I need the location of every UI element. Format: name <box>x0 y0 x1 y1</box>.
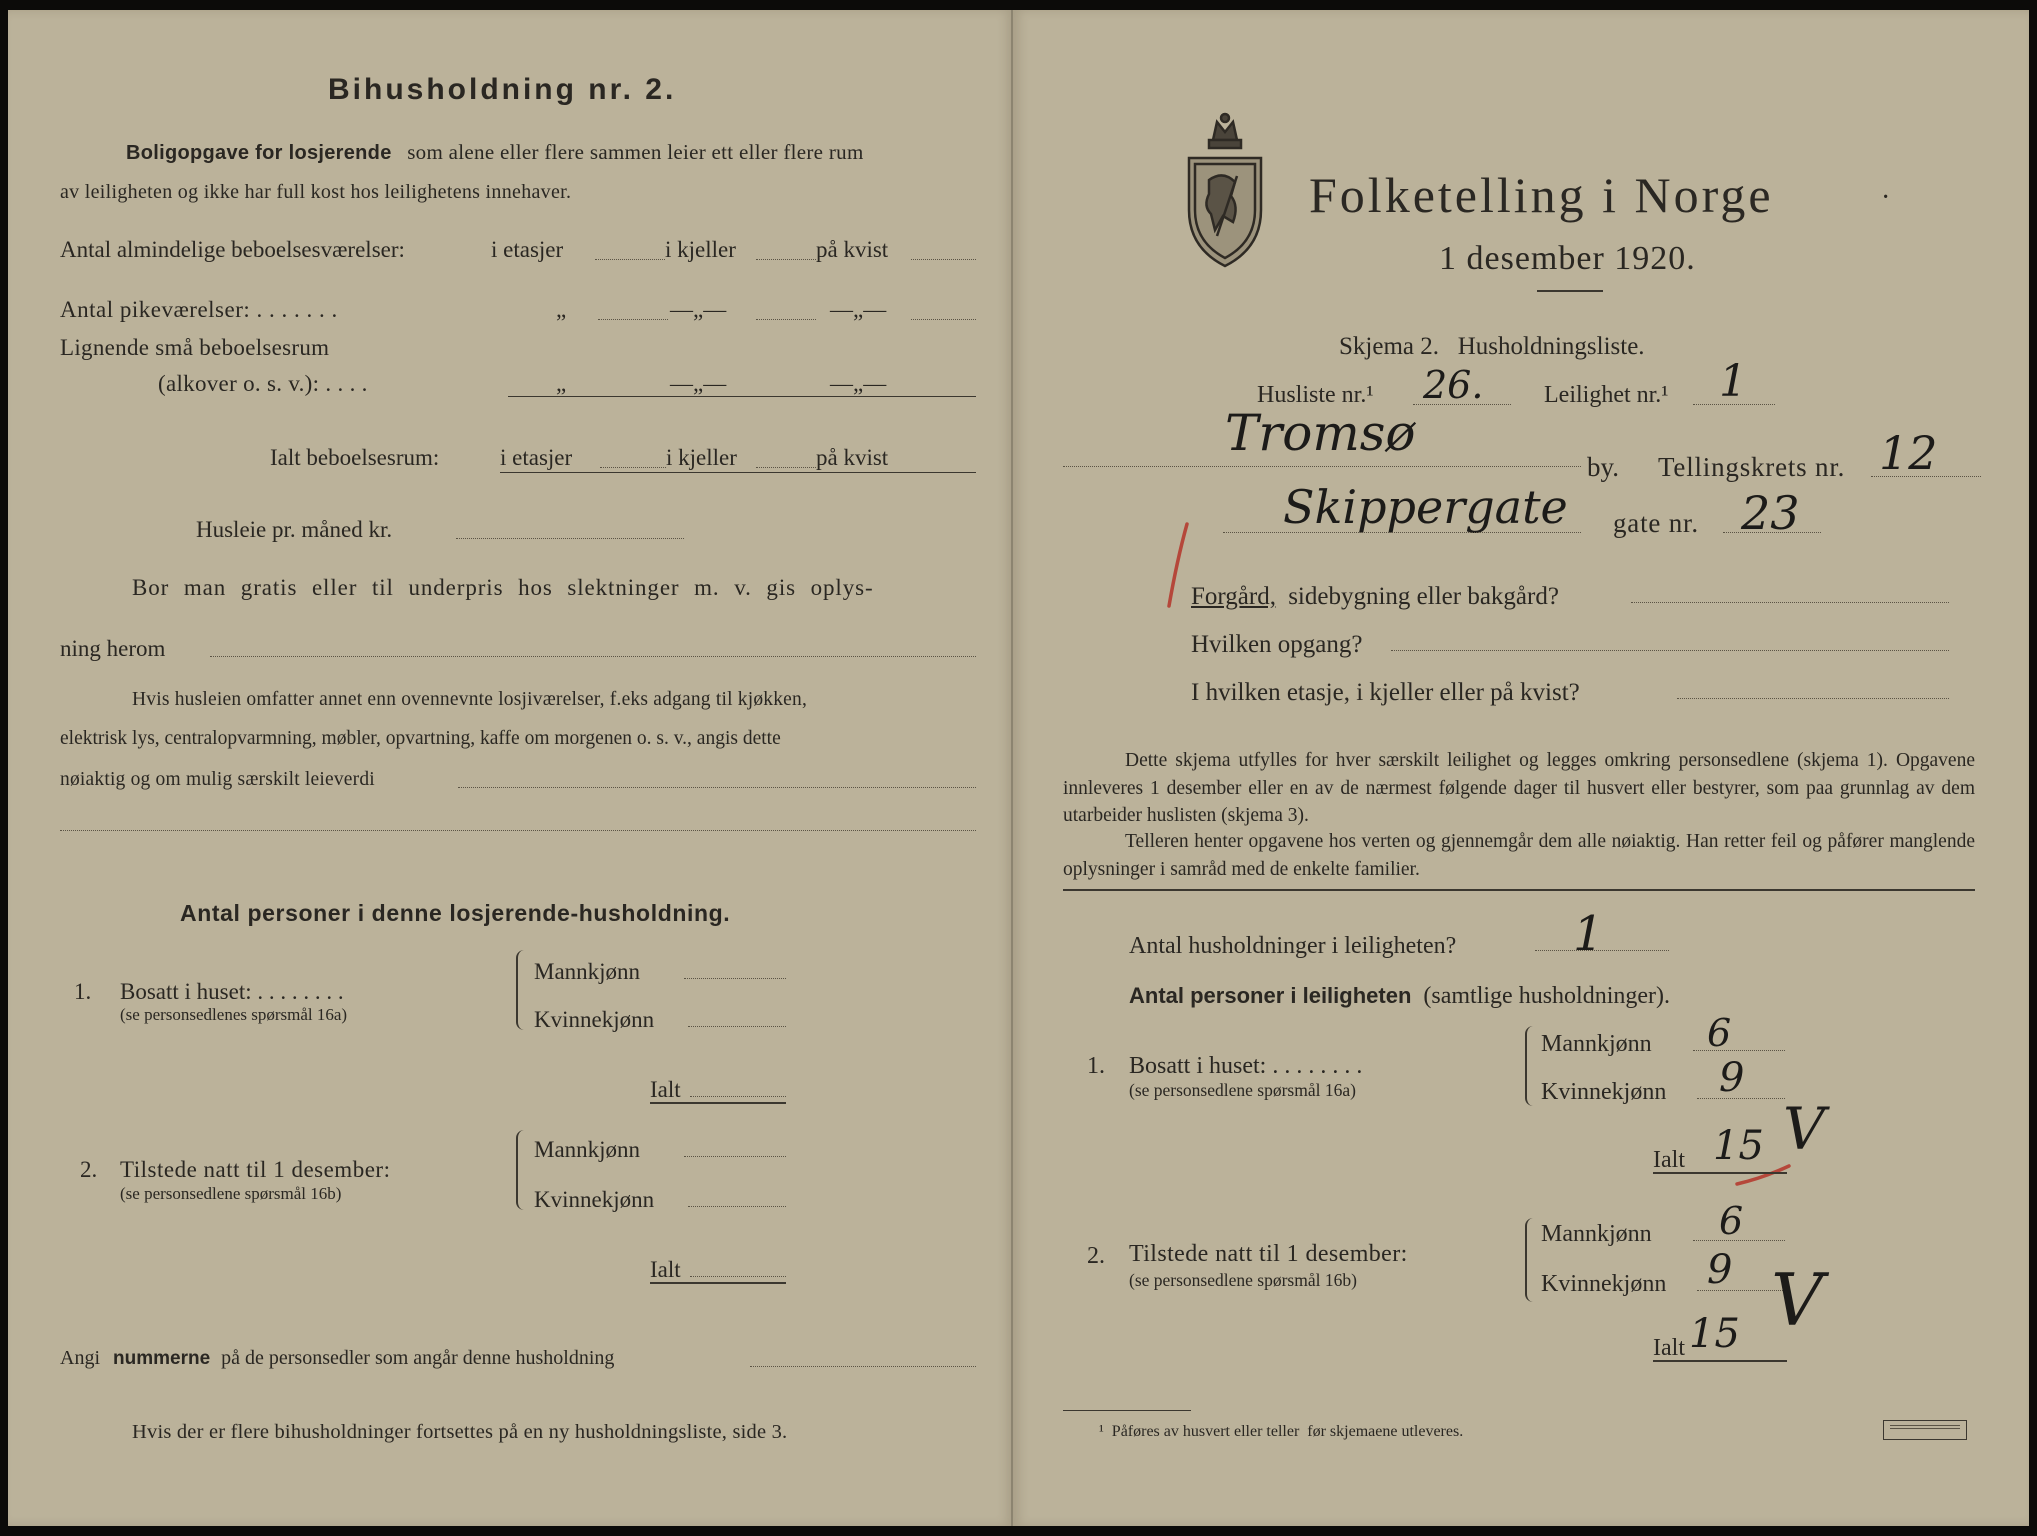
hvis-line-3: nøiaktig og om mulig særskilt leieverdi <box>60 769 375 790</box>
ialt-underline <box>500 472 976 473</box>
angi-post: på de personsedler som angår denne husholdning <box>221 1347 615 1369</box>
left-q2-ialt-label: Ialt <box>650 1257 681 1282</box>
right-q1-mann-label: Mannkjønn <box>1541 1031 1652 1057</box>
husliste-value: 26. <box>1423 363 1484 407</box>
left-q1-kvinne-field[interactable] <box>688 1026 786 1027</box>
census-title: Folketelling i Norge <box>1309 167 1774 223</box>
bor-field[interactable] <box>210 656 976 657</box>
rooms-kjeller-field[interactable] <box>756 259 816 260</box>
lign-ditto-2: —„— <box>670 371 727 396</box>
pike-ditto-1: „ <box>556 297 567 322</box>
left-q2-brace <box>516 1130 526 1210</box>
right-q2-kvinne-label: Kvinnekjønn <box>1541 1271 1667 1297</box>
left-q2-sub: (se personsedlene spørsmål 16b) <box>120 1184 342 1203</box>
intro-bold: Boligopgave for losjerende <box>126 142 392 164</box>
forgard-field[interactable] <box>1631 602 1949 603</box>
rooms-kvist-field[interactable] <box>911 259 976 260</box>
city-value: Tromsø <box>1225 404 1416 462</box>
info-paragraph-1: Dette skjema utfylles for hver særskilt leilighet og legges omkring personsedlene (skjema 1). Opgavene innleveres 1 desember eller en av de nærmest følgende dager til husvert eller bestyrer, som paa grunnlag av dem utarbeider huslisten (skjema 3). <box>1063 750 1975 827</box>
right-q1-kvinne-field[interactable] <box>1697 1098 1785 1099</box>
left-q2-mann-label: Mannkjønn <box>534 1137 641 1162</box>
right-q1-num: 1. <box>1087 1053 1105 1079</box>
husliste-label: Husliste nr.¹ <box>1257 382 1374 408</box>
left-q1-mann-field[interactable] <box>684 978 786 979</box>
bor-line-2: ning herom <box>60 636 166 661</box>
husliste-field[interactable] <box>1413 404 1511 405</box>
husleie-field[interactable] <box>456 538 684 539</box>
right-q2-ialt-label: Ialt <box>1653 1335 1685 1361</box>
right-q1-ialt-value: 15 <box>1713 1123 1764 1169</box>
lignende-line-2: (alkover o. s. v.): . . . . <box>158 371 368 396</box>
intro-rest: som alene eller flere sammen leier ett eller flere rum <box>407 140 864 164</box>
schema-label: Skjema 2. Husholdningsliste. <box>1339 333 1645 360</box>
right-q1-ialt-label: Ialt <box>1653 1147 1685 1173</box>
right-q1-mann-field[interactable] <box>1693 1050 1785 1051</box>
persons-heading-rest: (samtlige husholdninger). <box>1423 983 1671 1009</box>
ialt-kjeller: i kjeller <box>666 445 737 470</box>
left-q2-kvinne-field[interactable] <box>688 1206 786 1207</box>
leilighet-value: 1 <box>1719 356 1747 407</box>
census-form-spread <box>8 10 2029 1526</box>
left-q1-mann-label: Mannkjønn <box>534 959 641 984</box>
street-field[interactable] <box>1223 532 1581 533</box>
forgard-option: Forgård, <box>1191 583 1276 610</box>
coat-of-arms-icon <box>1183 110 1267 270</box>
info-paragraph-2: Telleren henter opgavene hos verten og gjennemgår dem alle nøiaktig. Han retter feil og påfører manglende oplysninger i samråd med de enkelte familier. <box>1063 831 1975 880</box>
left-q2-kvinne-label: Kvinnekjønn <box>534 1187 655 1212</box>
left-q1-brace <box>516 950 526 1030</box>
title-rule <box>1537 290 1603 292</box>
right-q1-mann-value: 6 <box>1707 1011 1732 1055</box>
left-q1-num: 1. <box>74 979 92 1004</box>
right-q2-sub: (se personsedlene spørsmål 16b) <box>1129 1270 1357 1290</box>
intro-line-1 <box>126 142 864 163</box>
left-q2-ialt-underline <box>650 1282 786 1284</box>
krets-value: 12 <box>1879 426 1938 480</box>
section-rule <box>1063 889 1975 891</box>
right-q2-num: 2. <box>1087 1243 1105 1269</box>
leilighet-field[interactable] <box>1693 404 1775 405</box>
city-field[interactable] <box>1063 466 1581 467</box>
left-q2-ialt-field[interactable] <box>690 1276 786 1277</box>
right-q1-check: V <box>1783 1095 1825 1163</box>
leilighet-label: Leilighet nr.¹ <box>1544 382 1669 408</box>
ialt-rooms-label: Ialt beboelsesrum: <box>270 445 440 470</box>
rooms-kvist: på kvist <box>816 237 889 262</box>
rooms-etasjer-field[interactable] <box>595 259 665 260</box>
right-q2-ialt-value: 15 <box>1689 1311 1740 1357</box>
left-q1-kvinne-label: Kvinnekjønn <box>534 1007 655 1032</box>
right-q2-brace <box>1525 1218 1535 1302</box>
etasje-label: I hvilken etasje, i kjeller eller på kvist? <box>1191 679 1580 706</box>
lignende-line-1: Lignende små beboelsesrum <box>60 335 330 360</box>
gate-value: 23 <box>1741 486 1800 540</box>
left-q1-ialt-field[interactable] <box>690 1096 786 1097</box>
lignende-underline <box>508 396 976 397</box>
right-q1-kvinne-label: Kvinnekjønn <box>1541 1079 1667 1105</box>
krets-field[interactable] <box>1871 476 1981 477</box>
rooms-label: Antal almindelige beboelsesværelser: <box>60 237 405 262</box>
husholdninger-field[interactable] <box>1535 950 1669 951</box>
right-q1-brace <box>1525 1026 1535 1106</box>
gate-field[interactable] <box>1723 532 1821 533</box>
footnote: ¹ Påføres av husvert eller teller før skjemaene utleveres. <box>1099 1423 1464 1440</box>
pike-ditto-3: —„— <box>830 297 887 322</box>
right-page <box>1013 10 2029 1526</box>
title-dot: · <box>1881 182 1891 213</box>
left-q1-ialt-underline <box>650 1102 786 1104</box>
angi-line <box>60 1348 614 1368</box>
left-q1-ialt-label: Ialt <box>650 1077 681 1102</box>
printer-stamp <box>1883 1420 1967 1440</box>
red-pencil-stroke <box>1733 1160 1793 1190</box>
left-q2-num: 2. <box>80 1157 98 1182</box>
right-q1-sub: (se personsedlene spørsmål 16a) <box>1129 1080 1356 1100</box>
left-q2-label: Tilstede natt til 1 desember: <box>120 1157 391 1182</box>
persons-heading-line <box>1129 984 1670 1008</box>
left-q1-sub: (se personsedlenes spørsmål 16a) <box>120 1005 348 1024</box>
hvis-line-1: Hvis husleien omfatter annet enn ovennevnte losjiværelser, f.eks adgang til kjøkken, <box>132 689 808 710</box>
pike-field-1[interactable] <box>598 319 668 320</box>
pike-field-3[interactable] <box>911 319 976 320</box>
angi-pre: Angi <box>60 1347 100 1369</box>
pike-field-2[interactable] <box>756 319 816 320</box>
right-q2-kvinne-value: 9 <box>1707 1247 1733 1293</box>
lign-ditto-1: „ <box>556 371 567 396</box>
rooms-kjeller: i kjeller <box>665 237 736 262</box>
intro-line-2: av leiligheten og ikke har full kost hos leilighetens innehaver. <box>60 181 572 203</box>
gate-label: gate nr. <box>1613 508 1699 538</box>
forgard-rest: sidebygning eller bakgård? <box>1288 583 1559 610</box>
red-pencil-mark <box>1163 520 1193 610</box>
footnote-rule <box>1063 1410 1191 1411</box>
ialt-kjeller-field[interactable] <box>756 467 816 468</box>
husholdninger-value: 1 <box>1573 906 1604 962</box>
opgang-field[interactable] <box>1391 650 1949 651</box>
right-q2-label: Tilstede natt til 1 desember: <box>1129 1241 1408 1267</box>
left-q1-label: Bosatt i huset: . . . . . . . . <box>120 979 344 1004</box>
left-footer: Hvis der er flere bihusholdninger fortsettes på en ny husholdningsliste, side 3. <box>132 1421 788 1443</box>
rooms-etasjer: i etasjer <box>491 237 564 262</box>
right-q1-kvinne-value: 9 <box>1719 1055 1745 1101</box>
by-label: by. <box>1587 452 1619 482</box>
right-q2-mann-field[interactable] <box>1693 1240 1785 1241</box>
opgang-label: Hvilken opgang? <box>1191 631 1363 658</box>
census-date: 1 desember 1920. <box>1439 240 1696 277</box>
right-q2-ialt-underline <box>1653 1360 1787 1362</box>
persons-heading-bold: Antal personer i leiligheten <box>1129 983 1412 1008</box>
right-q1-label: Bosatt i huset: . . . . . . . . <box>1129 1053 1363 1079</box>
pike-label: Antal pikeværelser: . . . . . . . <box>60 297 338 322</box>
etasje-field[interactable] <box>1677 698 1949 699</box>
hvis-field-2[interactable] <box>60 830 976 831</box>
street-value: Skippergate <box>1283 480 1568 534</box>
left-persons-heading: Antal personer i denne losjerende-husholdning. <box>180 900 731 926</box>
angi-field[interactable] <box>750 1366 976 1367</box>
husholdninger-label: Antal husholdninger i leiligheten? <box>1129 933 1457 959</box>
ialt-etasjer: i etasjer <box>500 445 573 470</box>
left-q2-mann-field[interactable] <box>684 1156 786 1157</box>
right-q2-check: V <box>1771 1258 1823 1342</box>
pike-ditto-2: —„— <box>670 297 727 322</box>
krets-label: Tellingskrets nr. <box>1658 452 1846 482</box>
ialt-kvist: på kvist <box>816 445 889 470</box>
right-q2-mann-value: 6 <box>1719 1199 1744 1243</box>
forgard-line <box>1191 584 1559 609</box>
husleie-label: Husleie pr. måned kr. <box>196 517 393 542</box>
ialt-etasjer-field[interactable] <box>600 467 666 468</box>
left-heading: Bihusholdning nr. 2. <box>328 73 677 106</box>
left-page <box>8 10 1013 1526</box>
right-q2-mann-label: Mannkjønn <box>1541 1221 1652 1247</box>
lign-ditto-3: —„— <box>830 371 887 396</box>
right-q1-ialt-underline <box>1653 1172 1787 1174</box>
angi-bold: nummerne <box>113 1348 211 1369</box>
bor-line-1: Bor man gratis eller til underpris hos slektninger m. v. gis oplys- <box>132 575 874 600</box>
hvis-field[interactable] <box>458 787 976 788</box>
hvis-line-2: elektrisk lys, centralopvarmning, møbler, opvartning, kaffe om morgenen o. s. v., angis dette <box>60 728 781 749</box>
